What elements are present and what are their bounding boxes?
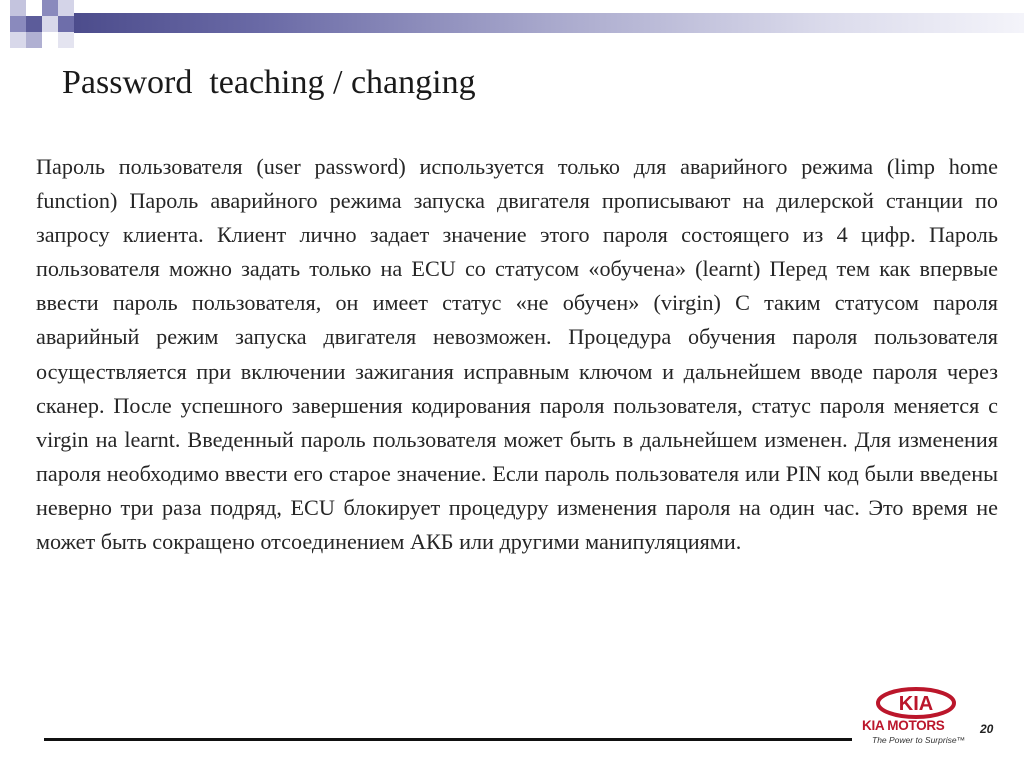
decor-square <box>26 0 42 16</box>
footer-divider <box>44 738 852 741</box>
decor-square <box>26 32 42 48</box>
decor-square <box>26 16 42 32</box>
brand-name: KIA MOTORS <box>862 718 945 733</box>
brand-tagline: The Power to Surprise™ <box>872 735 966 745</box>
header-decoration <box>0 0 1024 58</box>
logo-text: KIA <box>898 693 934 715</box>
decor-square <box>58 32 74 48</box>
decor-square <box>58 16 74 32</box>
page-number: 20 <box>980 722 994 736</box>
decor-square <box>42 32 58 48</box>
decor-square <box>10 32 26 48</box>
decor-square <box>10 0 26 16</box>
decor-square <box>58 0 74 16</box>
decor-square <box>42 16 58 32</box>
header-gradient-bar <box>72 13 1024 33</box>
slide-title: Password teaching / changing <box>62 64 476 101</box>
slide-body-text: Пароль пользователя (user password) используется только для аварийного режима (limp home function) Пароль аварийного режима запуска двигателя прописывают на дилерской станции по запросу клиента. Клиент лично задает значение этого пароля состоящего из 4 цифр. Пароль пользователя можно задать только на ECU со статусом «обучена» (learnt) Перед тем как впервые ввести пароль пользователя, он имеет статус «не обучен» (virgin) С таким статусом пароля аварийный режим запуска двигателя невозможен. Процедура обучения пароля пользователя осуществляется при включении зажигания исправным ключом и дальнейшем вводе пароля через сканер. После успешного завершения кодирования пароля пользователя, статус пароля меняется с virgin на learnt. Введенный пароль пользователя может быть в дальнейшем изменен. Для изменения пароля необходимо ввести его старое значение. Если пароль пользователя или PIN код были введены неверно три раза подряд, ECU блокирует процедуру изменения пароля на один час. Это время не может быть сокращено отсоединением АКБ или другими манипуляциями. <box>36 154 998 555</box>
decor-square <box>42 0 58 16</box>
decor-square <box>10 16 26 32</box>
